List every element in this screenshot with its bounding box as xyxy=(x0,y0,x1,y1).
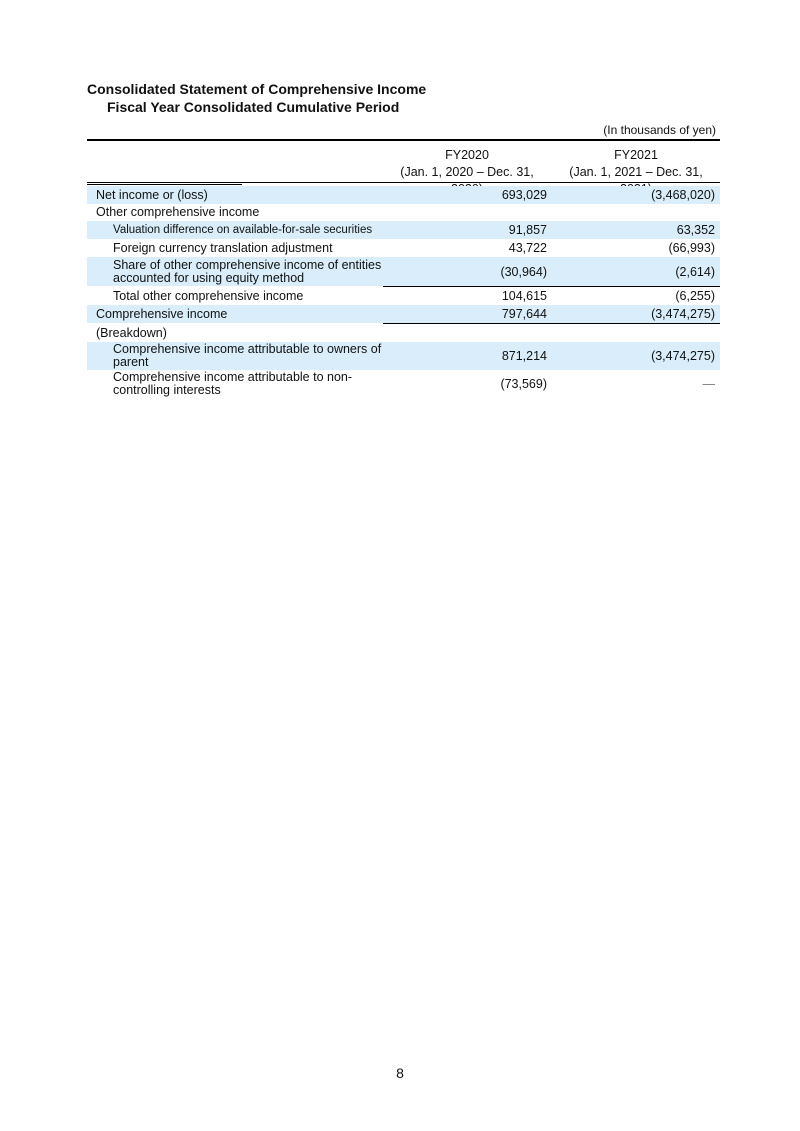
page-number: 8 xyxy=(396,1065,404,1081)
header-rule-short xyxy=(87,184,242,185)
value-fy2021: (3,474,275) xyxy=(651,349,715,363)
value-fy2020: (73,569) xyxy=(500,377,547,391)
table-row-attributable-owners xyxy=(87,342,720,370)
row-label: Share of other comprehensive income of entities accounted for using equity method xyxy=(113,257,382,285)
row-label: Valuation difference on available-for-sale securities xyxy=(113,223,373,236)
row-label: (Breakdown) xyxy=(96,325,167,340)
column-period: (Jan. 1, 2020 – Dec. 31, xyxy=(400,165,534,179)
table-top-rule xyxy=(87,139,720,141)
row-label: Foreign currency translation adjustment xyxy=(113,240,333,255)
row-label: Comprehensive income attributable to non-controlling interests xyxy=(113,370,353,397)
value-fy2020: 797,644 xyxy=(501,307,547,321)
row-label: Comprehensive income xyxy=(96,306,228,321)
table-row-other-comprehensive-income xyxy=(87,204,720,221)
value-fy2020: 871,214 xyxy=(501,349,547,363)
statement-subtitle: Fiscal Year Consolidated Cumulative Period xyxy=(107,99,400,115)
value-fy2021: (3,468,020) xyxy=(651,188,715,202)
value-fy2020: 104,615 xyxy=(501,289,547,303)
table-row-comprehensive-income xyxy=(87,305,720,323)
value-fy2020: 91,857 xyxy=(508,223,547,237)
table-row-attributable-non-controlling xyxy=(87,370,720,398)
row-label: Total other comprehensive income xyxy=(113,288,304,303)
header-rule xyxy=(87,182,720,183)
value-fy2021: (3,474,275) xyxy=(651,307,715,321)
row-label: Net income or (loss) xyxy=(96,187,208,202)
statement-title: Consolidated Statement of Comprehensive Income xyxy=(87,81,427,97)
value-fy2021: (66,993) xyxy=(668,241,715,255)
table-row-valuation-difference xyxy=(87,221,720,239)
table-row-total-other-comprehensive xyxy=(87,287,720,305)
value-fy2021: — xyxy=(702,377,715,391)
value-fy2021: (6,255) xyxy=(675,289,715,303)
column-year: FY2021 xyxy=(614,148,658,162)
column-year: FY2020 xyxy=(445,148,489,162)
table-row-foreign-currency xyxy=(87,239,720,257)
value-fy2021: (2,614) xyxy=(675,264,715,279)
table-row-net-income xyxy=(87,186,720,204)
row-label: Comprehensive income attributable to owners of parent xyxy=(113,342,382,369)
unit-note: (In thousands of yen) xyxy=(603,123,716,137)
value-fy2020: 43,722 xyxy=(508,241,547,255)
table-row-breakdown xyxy=(87,324,720,342)
value-fy2020: (30,964) xyxy=(500,264,547,279)
value-fy2021: 63,352 xyxy=(676,223,715,237)
row-label: Other comprehensive income xyxy=(96,205,260,219)
table-row-equity-method-share xyxy=(87,257,720,286)
column-period: (Jan. 1, 2021 – Dec. 31, xyxy=(569,165,703,179)
value-fy2020: 693,029 xyxy=(501,188,547,202)
